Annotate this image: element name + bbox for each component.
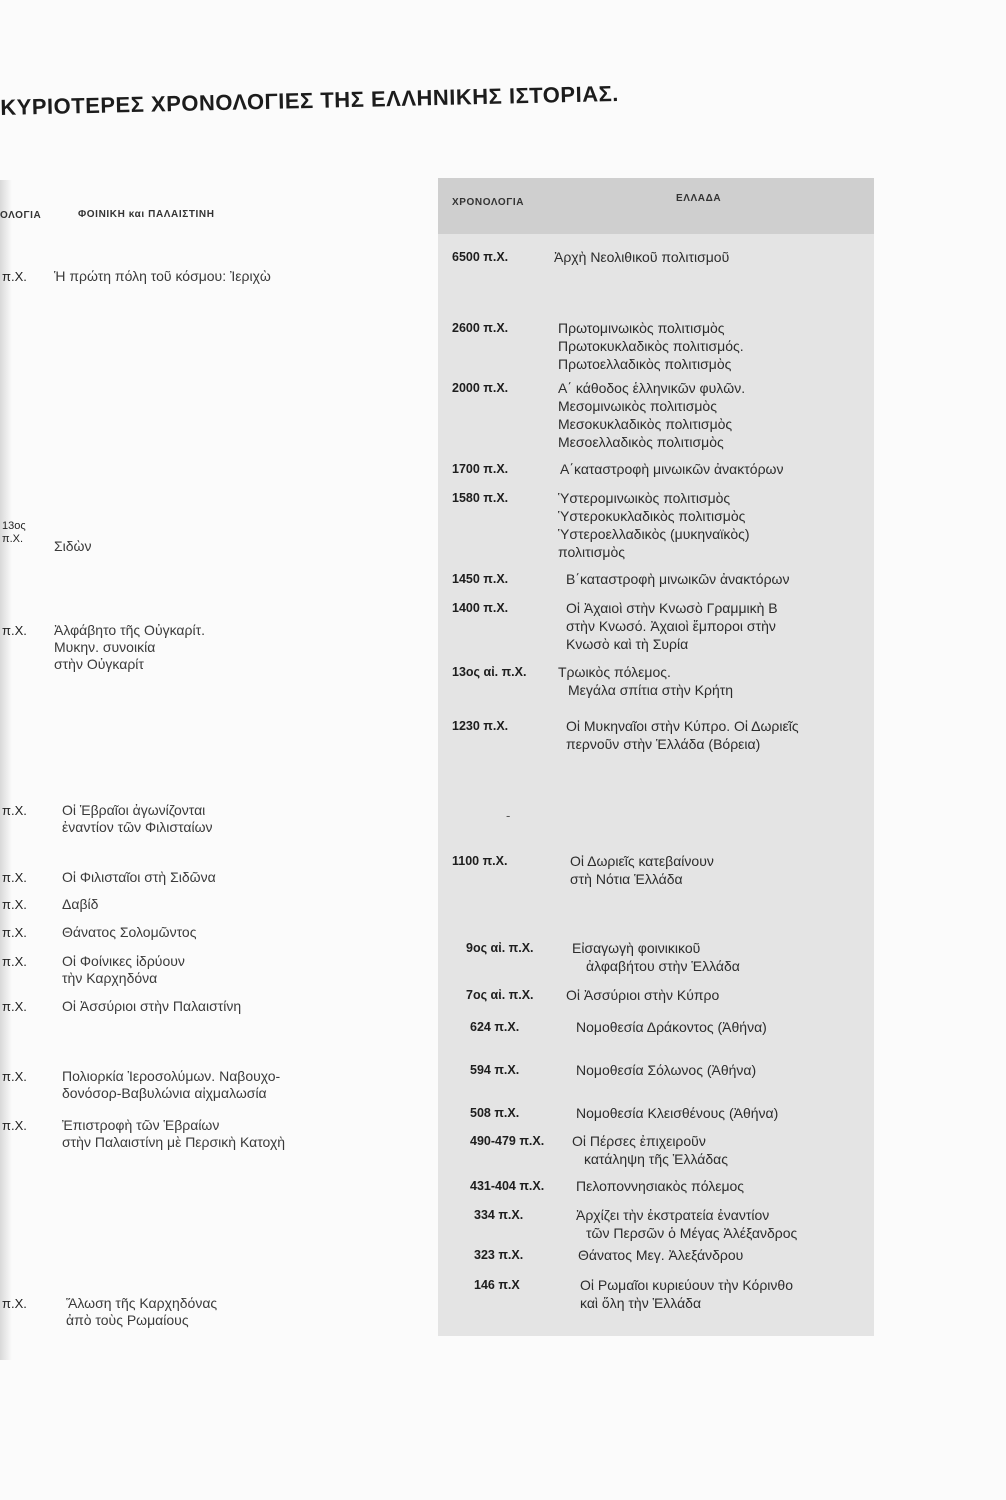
row-event: Ὑστεροκυκλαδικὸς πολιτισμὸς bbox=[558, 508, 746, 524]
left-row-date: π.Χ. bbox=[2, 623, 27, 638]
row-date: 1450 π.Χ. bbox=[452, 572, 509, 586]
row-event: πολιτισμὸς bbox=[558, 544, 625, 560]
row-date: 146 π.Χ bbox=[474, 1278, 520, 1292]
left-row-date: π.Χ. bbox=[2, 870, 27, 885]
left-row-date: π.Χ. bbox=[2, 999, 27, 1014]
row-date: 334 π.Χ. bbox=[474, 1208, 524, 1222]
row-event: περνοῦν στὴν Ἑλλάδα (Βόρεια) bbox=[566, 736, 761, 752]
row-event: Οἱ Ρωμαῖοι κυριεύουν τὴν Κόρινθο bbox=[580, 1277, 793, 1293]
left-row-text: ἐναντίον τῶν Φιλισταίων bbox=[62, 819, 213, 835]
left-row-date: 13ος π.Χ. bbox=[2, 520, 26, 545]
left-row-text: Ἐπιστροφὴ τῶν Ἑβραίων bbox=[62, 1117, 220, 1133]
row-event: Α΄ κάθοδος ἑλληνικῶν φυλῶν. bbox=[558, 380, 746, 396]
row-event: Α΄καταστροφὴ μινωικῶν ἀνακτόρων bbox=[560, 461, 784, 477]
row-date: 1400 π.Χ. bbox=[452, 601, 509, 615]
row-event: Νομοθεσία Κλεισθένους (Ἀθήνα) bbox=[576, 1105, 779, 1121]
left-row-date: π.Χ. bbox=[2, 269, 27, 284]
row-event: Μεσοκυκλαδικὸς πολιτισμὸς bbox=[558, 416, 733, 432]
left-row-date: π.Χ. bbox=[2, 954, 27, 969]
row-date: 1230 π.Χ. bbox=[452, 719, 509, 733]
row-event: Οἱ Πέρσες ἐπιχειροῦν bbox=[572, 1133, 706, 1149]
left-row-text: Δαβίδ bbox=[62, 896, 99, 912]
row-event: Ὑστερομινωικὸς πολιτισμὸς bbox=[558, 490, 731, 506]
left-row-date: π.Χ. bbox=[2, 1069, 27, 1084]
row-date: 7ος αἰ. π.Χ. bbox=[466, 988, 534, 1002]
left-row-text: Οἱ Φοίνικες ἱδρύουν bbox=[62, 953, 185, 969]
row-date: 1700 π.Χ. bbox=[452, 462, 509, 476]
row-date: 13ος αἰ. π.Χ. bbox=[452, 665, 527, 679]
left-row-date: π.Χ. bbox=[2, 925, 27, 940]
row-date: 1580 π.Χ. bbox=[452, 491, 509, 505]
row-date: 2600 π.Χ. bbox=[452, 321, 509, 335]
row-event: Ὑστεροελλαδικὸς (μυκηναϊκὸς) bbox=[558, 526, 750, 542]
row-event: τῶν Περσῶν ὁ Μέγας Ἀλέξανδρος bbox=[586, 1225, 798, 1241]
row-date: 1100 π.Χ. bbox=[452, 854, 508, 868]
row-event: Οἱ Ἀχαιοὶ στὴν Κνωσὸ Γραμμικὴ Β bbox=[566, 600, 778, 616]
left-row-text: Πολιορκία Ἱεροσολύμων. Ναβουχο- bbox=[62, 1068, 281, 1084]
row-event: Οἱ Δωριεῖς κατεβαίνουν bbox=[570, 853, 714, 869]
left-date-header: ΟΛΟΓΙΑ bbox=[0, 210, 42, 221]
left-row-text: Οἱ Ἑβραῖοι ἀγωνίζονται bbox=[62, 802, 206, 818]
binding-shadow bbox=[0, 180, 12, 1360]
row-event: Μεσοελλαδικὸς πολιτισμὸς bbox=[558, 434, 724, 450]
right-date-header: ΧΡΟΝΟΛΟΓΙΑ bbox=[452, 197, 525, 208]
row-event: Νομοθεσία Δράκοντος (Ἀθήνα) bbox=[576, 1019, 767, 1035]
left-row-text: Οἱ Ἀσσύριοι στὴν Παλαιστίνη bbox=[62, 998, 242, 1014]
left-row-text: Οἱ Φιλισταῖοι στὴ Σιδῶνα bbox=[62, 869, 216, 885]
row-date: 508 π.Χ. bbox=[470, 1106, 520, 1120]
row-date: 9ος αἰ. π.Χ. bbox=[466, 941, 534, 955]
row-date: 323 π.Χ. bbox=[474, 1248, 524, 1262]
row-event: Τρωικὸς πόλεμος. bbox=[558, 664, 671, 680]
left-row-date: π.Χ. bbox=[2, 1296, 27, 1311]
row-event: Ἀρχὴ Νεολιθικοῦ πολιτισμοῦ bbox=[554, 249, 730, 265]
left-region-header: ΦΟΙΝΙΚΗ και ΠΑΛΑΙΣΤΙΝΗ bbox=[78, 209, 215, 220]
row-date: 431-404 π.Χ. bbox=[470, 1179, 545, 1193]
row-event: Μεσομινωικὸς πολιτισμὸς bbox=[558, 398, 717, 414]
left-row-text: Ἀλφάβητο τῆς Οὐγκαρίτ. bbox=[54, 622, 206, 638]
row-date: 2000 π.Χ. bbox=[452, 381, 509, 395]
row-event: Πελοποννησιακὸς πόλεμος bbox=[576, 1178, 745, 1194]
left-row-text: Ἡ πρώτη πόλη τοῦ κόσμου: Ἰεριχὼ bbox=[54, 268, 271, 284]
left-row-text: ἀπὸ τοὺς Ρωμαίους bbox=[66, 1312, 189, 1328]
right-region-header: ΕΛΛΑΔΑ bbox=[676, 193, 722, 204]
row-event: Πρωτοκυκλαδικὸς πολιτισμός. bbox=[558, 338, 744, 354]
left-row-text: Ἅλωση τῆς Καρχηδόνας bbox=[66, 1295, 218, 1311]
left-row-date: π.Χ. bbox=[2, 803, 27, 818]
separator-mark: - bbox=[506, 808, 511, 823]
left-row-date: π.Χ. bbox=[2, 897, 27, 912]
row-event: Πρωτομινωικὸς πολιτισμὸς bbox=[558, 320, 725, 336]
row-event: ἀλφαβήτου στὴν Ἑλλάδα bbox=[586, 958, 740, 974]
row-event: Εἰσαγωγὴ φοινικικοῦ bbox=[572, 940, 701, 956]
row-event: Οἱ Ἀσσύριοι στὴν Κύπρο bbox=[566, 987, 720, 1003]
row-event: κατάληψη τῆς Ἑλλάδας bbox=[584, 1151, 728, 1167]
left-row-date: π.Χ. bbox=[2, 1118, 27, 1133]
left-row-text: Σιδὼν bbox=[54, 538, 92, 554]
row-event: Ἀρχίζει τὴν ἐκστρατεία ἐναντίον bbox=[576, 1207, 770, 1223]
left-row-text: Θάνατος Σολομῶντος bbox=[62, 924, 197, 940]
left-row-text: δονόσορ-Βαβυλώνια αἰχμαλωσία bbox=[62, 1085, 267, 1101]
row-event: στὴν Κνωσό. Ἀχαιοὶ ἔμποροι στὴν bbox=[566, 618, 776, 634]
row-date: 594 π.Χ. bbox=[470, 1063, 520, 1077]
row-date: 6500 π.Χ. bbox=[452, 250, 509, 264]
left-row-text: τὴν Καρχηδόνα bbox=[62, 970, 158, 986]
page-title: ΚΥΡΙΟΤΕΡΕΣ ΧΡΟΝΟΛΟΓΙΕΣ ΤΗΣ ΕΛΛΗΝΙΚΗΣ ΙΣΤΟΡΙΑΣ. bbox=[0, 80, 620, 120]
row-date: 624 π.Χ. bbox=[470, 1020, 520, 1034]
row-event: Νομοθεσία Σόλωνος (Ἀθήνα) bbox=[576, 1062, 757, 1078]
row-event: καὶ ὅλη τὴν Ἑλλάδα bbox=[580, 1295, 702, 1311]
row-event: Πρωτοελλαδικὸς πολιτισμὸς bbox=[558, 356, 732, 372]
row-event: Β΄καταστροφὴ μινωικῶν ἀνακτόρων bbox=[566, 571, 790, 587]
row-event: Μεγάλα σπίτια στὴν Κρήτη bbox=[568, 682, 734, 698]
row-event: Κνωσὸ καὶ τὴ Συρία bbox=[566, 636, 689, 652]
row-date: 490-479 π.Χ. bbox=[470, 1134, 545, 1148]
row-event: Οἱ Μυκηναῖοι στὴν Κύπρο. Οἱ Δωριεῖς bbox=[566, 718, 799, 734]
left-row-text: Μυκην. συνοικία bbox=[54, 639, 156, 655]
left-row-text: στὴν Παλαιστίνη μὲ Περσικὴ Κατοχὴ bbox=[62, 1134, 286, 1150]
row-event: Θάνατος Μεγ. Ἀλεξάνδρου bbox=[578, 1247, 744, 1263]
left-row-text: στὴν Οὐγκαρίτ bbox=[54, 656, 144, 672]
row-event: στὴ Νότια Ἑλλάδα bbox=[570, 871, 683, 887]
